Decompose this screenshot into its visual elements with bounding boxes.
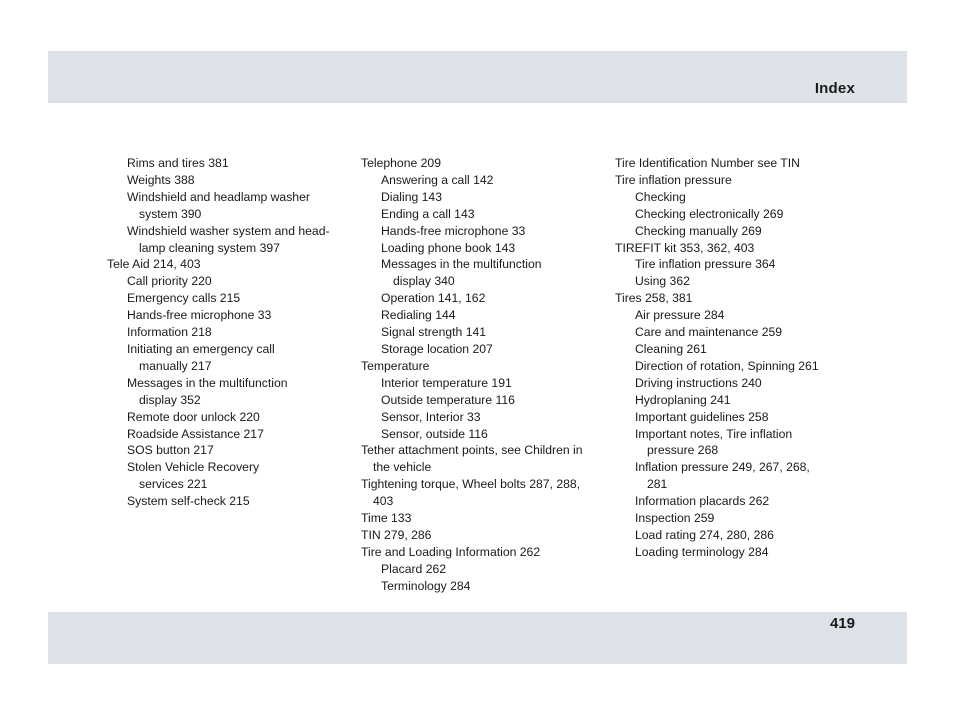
index-subentry: Windshield and headlamp washer (127, 189, 310, 204)
index-subentry: Information 218 (127, 325, 212, 340)
index-column-3 (615, 155, 819, 561)
index-subentry: Hands-free microphone 33 (127, 308, 272, 323)
index-subentry: Outside temperature 116 (381, 392, 515, 407)
index-subentry: Stolen Vehicle Recovery (127, 460, 260, 475)
index-subentry: display 340 (393, 274, 455, 289)
index-subentry: Ending a call 143 (381, 206, 475, 221)
index-entry: Tire Identification Number see TIN (615, 156, 800, 170)
index-subentry: SOS button 217 (127, 443, 214, 458)
index-subentry: Loading phone book 143 (381, 240, 516, 255)
index-subentry: Messages in the multifunction (381, 257, 542, 272)
header-band (48, 51, 907, 103)
index-subentry: Inflation pressure 249, 267, 268, (635, 460, 810, 475)
index-subentry: Checking (635, 189, 686, 204)
index-subentry: Call priority 220 (127, 274, 212, 289)
index-subentry: Driving instructions 240 (635, 375, 762, 390)
index-subentry: Tire inflation pressure 364 (635, 257, 776, 272)
index-subentry: Important guidelines 258 (635, 409, 769, 424)
page-title: Index (814, 80, 855, 97)
index-subentry: Sensor, Interior 33 (381, 409, 481, 424)
index-entry: TIREFIT kit 353, 362, 403 (615, 240, 755, 255)
index-subentry: Operation 141, 162 (381, 291, 486, 306)
index-entry: Tightening torque, Wheel bolts 287, 288, (361, 477, 581, 492)
index-subentry: Rims and tires 381 (127, 156, 229, 170)
index-entry: 403 (373, 494, 394, 509)
index-subentry: Sensor, outside 116 (381, 426, 488, 441)
index-subentry: Terminology 284 (381, 578, 471, 593)
index-column-1 (107, 155, 330, 510)
index-subentry: Inspection 259 (635, 511, 715, 526)
index-subentry: Direction of rotation, Spinning 261 (635, 358, 819, 373)
index-subentry: Initiating an emergency call (127, 341, 275, 356)
index-subentry: pressure 268 (647, 443, 719, 458)
index-column-2 (361, 155, 583, 595)
index-subentry: Storage location 207 (381, 341, 493, 356)
index-subentry: Checking electronically 269 (635, 206, 784, 221)
index-subentry: Loading terminology 284 (635, 544, 769, 559)
index-subentry: Load rating 274, 280, 286 (635, 527, 774, 542)
index-subentry: Information placards 262 (635, 494, 770, 509)
index-entry: Tire and Loading Information 262 (361, 544, 541, 559)
index-subentry: Roadside Assistance 217 (127, 426, 264, 441)
index-subentry: display 352 (139, 392, 201, 407)
index-subentry: services 221 (139, 477, 208, 492)
index-subentry: Dialing 143 (381, 189, 442, 204)
index-subentry: Hands-free microphone 33 (381, 223, 526, 238)
index-entry: Temperature (361, 358, 430, 373)
index-subentry: Hydroplaning 241 (635, 392, 731, 407)
index-subentry: system 390 (139, 206, 202, 221)
index-entry: Time 133 (361, 511, 412, 526)
index-subentry: Signal strength 141 (381, 325, 487, 340)
index-entry: TIN 279, 286 (361, 527, 432, 542)
index-subentry: Redialing 144 (381, 308, 456, 323)
index-entry: Tires 258, 381 (615, 291, 693, 306)
index-entry: Tire inflation pressure (615, 172, 732, 187)
footer-band (48, 612, 907, 664)
index-subentry: lamp cleaning system 397 (139, 240, 280, 255)
index-entry: the vehicle (373, 460, 432, 475)
index-entry: Telephone 209 (361, 156, 441, 170)
index-subentry: Weights 388 (127, 172, 195, 187)
page-number: 419 (829, 615, 855, 632)
index-subentry: Using 362 (635, 274, 690, 289)
index-subentry: Messages in the multifunction (127, 375, 288, 390)
index-subentry: Interior temperature 191 (381, 375, 512, 390)
index-entry: Tether attachment points, see Children in (361, 443, 583, 458)
index-subentry: Air pressure 284 (635, 308, 725, 323)
index-subentry: Important notes, Tire inflation (635, 426, 793, 441)
index-subentry: Placard 262 (381, 561, 447, 576)
index-subentry: 281 (647, 477, 668, 492)
index-subentry: Emergency calls 215 (127, 291, 241, 306)
index-subentry: Remote door unlock 220 (127, 409, 260, 424)
index-subentry: Windshield washer system and head- (127, 223, 330, 238)
index-subentry: Care and maintenance 259 (635, 325, 783, 340)
index-subentry: manually 217 (139, 358, 212, 373)
index-subentry: Checking manually 269 (635, 223, 762, 238)
index-subentry: Answering a call 142 (381, 172, 494, 187)
index-entry: Tele Aid 214, 403 (107, 257, 201, 272)
index-subentry: System self-check 215 (127, 494, 250, 509)
index-subentry: Cleaning 261 (635, 341, 707, 356)
